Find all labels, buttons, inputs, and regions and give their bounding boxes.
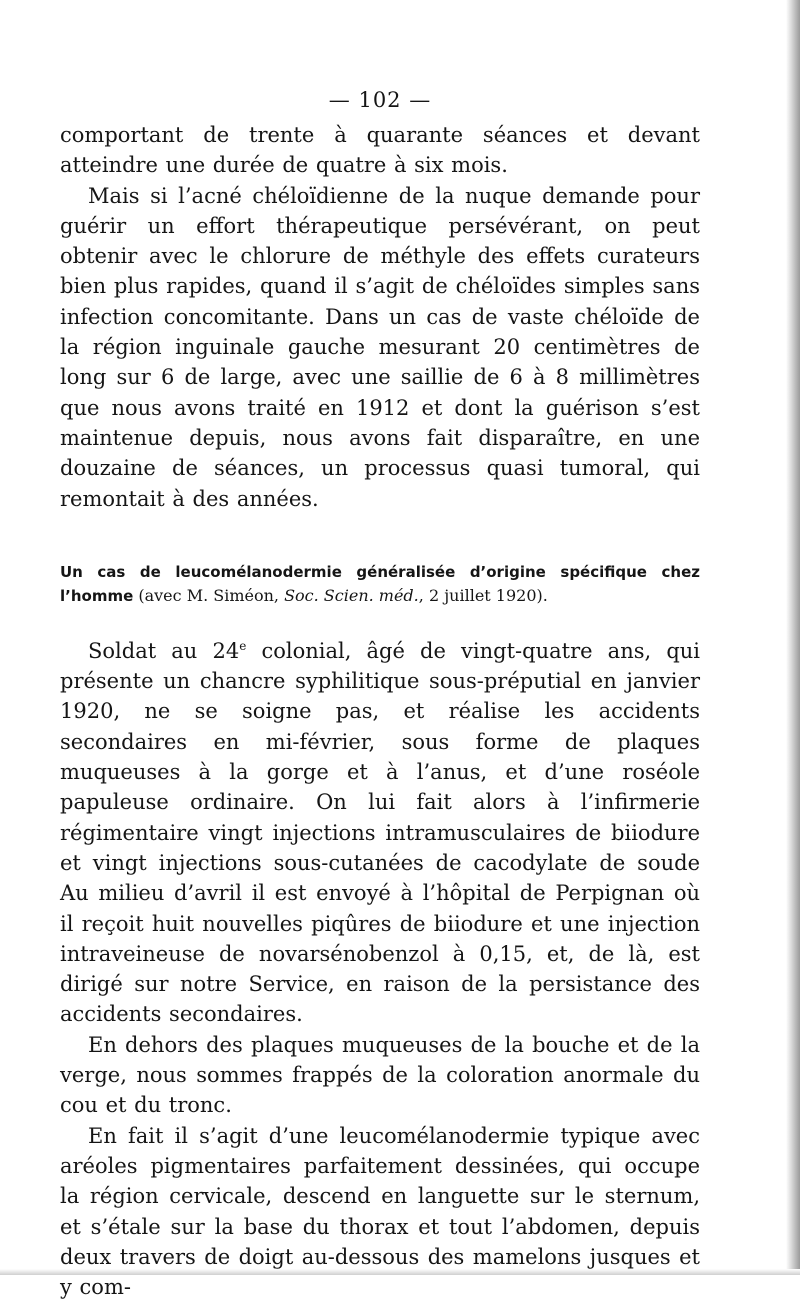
- paragraph-cheloid-treatment: Mais si l’acné chéloïdienne de la nuque demande pour guérir un effort thérapeutique persévérant, on peut obtenir avec le chlorure de méthyle des effets curateurs bien plus rapides, quand il s’agit de chéloïdes simples sans infection concomitante. Dans un cas de vaste chéloïde de la région inguinale gauche mesurant 20 centimètres de long sur 6 de large, avec une saillie de 6 à 8 millimètres que nous avons traité en 1912 et dont la guérison s’est maintenue depuis, nous avons fait disparaître, en une douzaine de séances, un processus quasi tumoral, qui remontait à des années.: [60, 183, 700, 511]
- paragraph-diagnosis: En fait il s’agit d’une leucomélanodermie typique avec aréoles pigmentaires parfaitement dessinées, qui occupe la région cervicale, descend en languette sur le sternum, et s’étale sur la base du thorax et tout l’abdomen, depuis deux travers de doigt au-dessous des mamelons jusques et y com-: [60, 1123, 700, 1300]
- paragraph-continuation: comportant de trente à quarante séances et devant atteindre une durée de quatre à six mois.: [60, 123, 700, 178]
- page-content: [60, 88, 700, 1302]
- section-spacer: [60, 608, 700, 636]
- page-edge-shadow: [786, 0, 800, 1275]
- reference-journal: Soc. Scien. méd.: [284, 585, 419, 605]
- case-history-start: Soldat au 24: [88, 638, 240, 663]
- paragraph-observation: En dehors des plaques muqueuses de la bouche et de la verge, nous sommes frappés de la coloration anormale du cou et du tronc.: [60, 1032, 700, 1118]
- ordinal-superscript: e: [239, 638, 247, 653]
- reference-date: , 2 juillet 1920).: [418, 585, 548, 605]
- section-heading: [60, 560, 700, 608]
- page-number: — 102 —: [328, 88, 432, 112]
- reference-prefix: (avec M. Siméon,: [133, 585, 285, 605]
- case-history-rest: colonial, âgé de vingt-quatre ans, qui présente un chancre syphilitique sous-préputial en janvier 1920, ne se soigne pas, et réalise les accidents secondaires en mi-février, sous forme de plaques muqueuses à la gorge et à l’anus, et d’une roséole papuleuse ordinaire. On lui fait alors à l’infirmerie régimentaire vingt injections intramusculaires de biiodure et vingt injections sous-cutanées de cacodylate de soude Au milieu d’avril il est envoyé à l’hôpital de Perpignan où il reçoit huit nouvelles piqûres de biiodure et une injection intraveineuse de novarsénobenzol à 0,15, et, de là, est dirigé sur notre Service, en raison de la persistance des accidents secondaires.: [60, 638, 700, 1027]
- section-title: Un cas de leucomélanodermie généralisée d’origine spécifique chez l’homme: [60, 562, 700, 605]
- section-reference: [133, 586, 548, 605]
- paragraph-case-history: [60, 636, 700, 1030]
